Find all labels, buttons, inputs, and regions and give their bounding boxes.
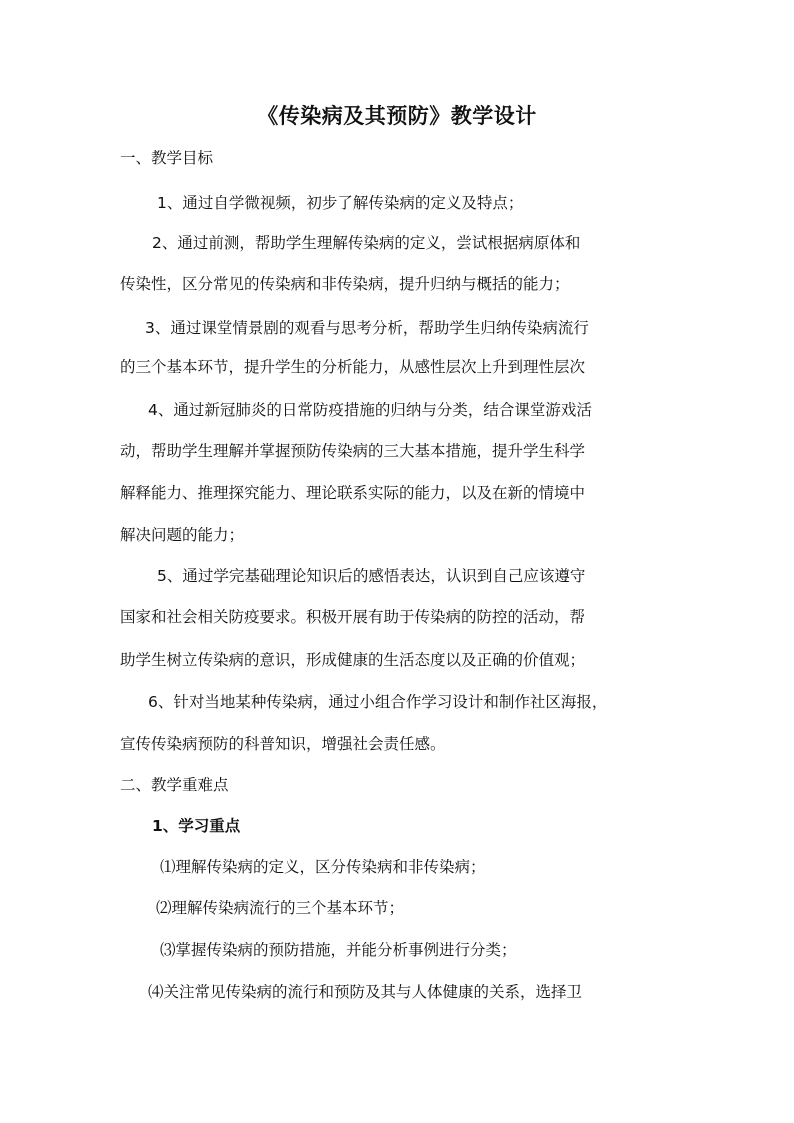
goal-4-line-3: 解释能力、推理探究能力、理论联系实际的能力，以及在新的情境中	[120, 484, 586, 502]
key-point-4: ⑷关注常见传染病的流行和预防及其与人体健康的关系，选择卫	[148, 983, 583, 1001]
goal-4-line-1: 4、通过新冠肺炎的日常防疫措施的归纳与分类，结合课堂游戏活	[148, 401, 592, 419]
goal-4-line-2: 动，帮助学生理解并掌握预防传染病的三大基本措施，提升学生科学	[120, 442, 586, 460]
section-heading-key-difficulties: 二、教学重难点	[120, 776, 229, 794]
subheading-key-points: 1、学习重点	[152, 817, 241, 835]
goal-6-line-1: 6、针对当地某种传染病，通过小组合作学习设计和制作社区海报，	[148, 693, 608, 711]
goal-5-line-3: 助学生树立传染病的意识，形成健康的生活态度以及正确的价值观；	[120, 651, 586, 669]
key-point-1: ⑴理解传染病的定义，区分传染病和非传染病；	[160, 858, 486, 876]
goal-4-line-4: 解决问题的能力；	[120, 526, 245, 544]
goal-5-line-1: 5、通过学完基础理论知识后的感悟表达，认识到自己应该遵守	[157, 567, 586, 585]
goal-3-line-1: 3、通过课堂情景剧的观看与思考分析，帮助学生归纳传染病流行	[145, 319, 589, 337]
goal-3-line-2: 的三个基本环节，提升学生的分析能力，从感性层次上升到理性层次	[120, 358, 586, 376]
key-point-3: ⑶掌握传染病的预防措施，并能分析事例进行分类；	[160, 941, 517, 959]
section-heading-teaching-goals: 一、教学目标	[120, 149, 214, 167]
goal-1-line-1: 1、通过自学微视频，初步了解传染病的定义及特点；	[157, 194, 524, 212]
goal-2-line-2: 传染性，区分常见的传染病和非传染病，提升归纳与概括的能力；	[120, 275, 570, 293]
document-title: 《传染病及其预防》教学设计	[257, 104, 537, 128]
key-point-2: ⑵理解传染病流行的三个基本环节；	[156, 899, 405, 917]
goal-5-line-2: 国家和社会相关防疫要求。积极开展有助于传染病的防控的活动，帮	[120, 608, 586, 626]
goal-2-line-1: 2、通过前测，帮助学生理解传染病的定义，尝试根据病原体和	[152, 234, 581, 252]
goal-6-line-2: 宣传传染病预防的科普知识，增强社会责任感。	[120, 735, 446, 753]
